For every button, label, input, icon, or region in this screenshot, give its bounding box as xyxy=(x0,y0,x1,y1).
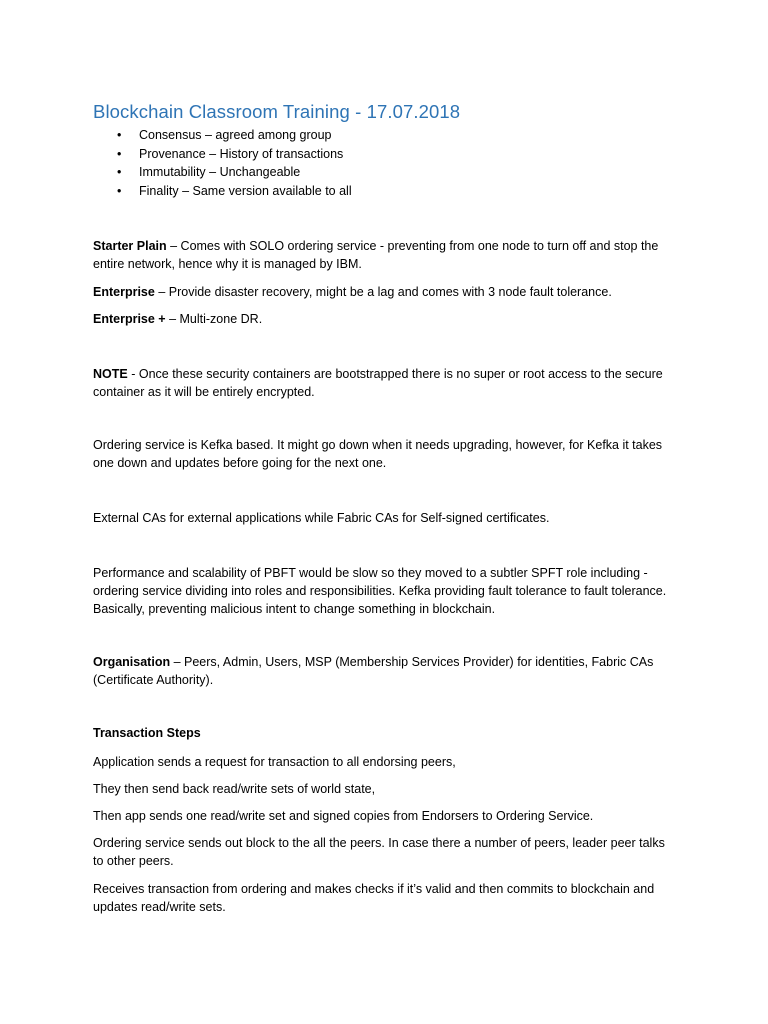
transaction-step: They then send back read/write sets of world state, xyxy=(93,782,376,796)
transaction-steps-heading: Transaction Steps xyxy=(93,726,201,740)
bullet-icon: • xyxy=(117,183,122,198)
enterprise-paragraph: Enterprise – Provide disaster recovery, might be a lag and comes with 3 node fault tolerance. xyxy=(93,285,612,299)
transaction-step: Receives transaction from ordering and makes checks if it’s valid and then commits to blockchain and updates read/write sets. xyxy=(93,882,655,914)
transaction-step: Application sends a request for transaction to all endorsing peers, xyxy=(93,755,456,769)
note-label: NOTE xyxy=(93,367,128,381)
enterprise-plus-label: Enterprise + xyxy=(93,312,166,326)
definitions-list xyxy=(93,126,352,200)
bullet-icon: • xyxy=(117,128,122,142)
list-item: • Provenance – History of transactions xyxy=(93,145,352,164)
starter-plan-paragraph: Starter Plain – Comes with SOLO ordering service - preventing from one node to turn off and stop the entire network, hence why it is managed by IBM. xyxy=(93,239,659,271)
list-item: • Consensus – agreed among group xyxy=(93,126,352,145)
ordering-paragraph: Ordering service is Kefka based. It might go down when it needs upgrading, however, for Kefka it takes one down and updates before going for the next one. xyxy=(93,438,663,470)
list-item: • Immutability – Unchangeable xyxy=(93,163,352,182)
list-item: • Finality – Same version available to all xyxy=(93,182,352,201)
organisation-label: Organisation xyxy=(93,655,171,669)
transaction-step: Ordering service sends out block to the all the peers. In case there a number of peers, leader peer talks to other peers. xyxy=(93,836,665,868)
performance-paragraph: Performance and scalability of PBFT would be slow so they moved to a subtler SPFT role including - ordering service dividing into roles and responsibilities. Kefka providing fault tolerance to fault tolerance. Basically, preventing malicious intent to change something in blockchain. xyxy=(93,566,667,616)
transaction-step: Then app sends one read/write set and signed copies from Endorsers to Ordering Service. xyxy=(93,809,594,823)
bullet-icon: • xyxy=(117,165,122,180)
organisation-paragraph: Organisation – Peers, Admin, Users, MSP (Membership Services Provider) for identities, Fabric CAs (Certificate Authority). xyxy=(93,655,654,687)
document-title: Blockchain Classroom Training - 17.07.2018 xyxy=(93,101,461,122)
bullet-icon: • xyxy=(117,146,122,161)
enterprise-label: Enterprise xyxy=(93,285,155,299)
enterprise-plus-paragraph: Enterprise + – Multi-zone DR. xyxy=(93,312,263,326)
note-paragraph: NOTE - Once these security containers are bootstrapped there is no super or root access to the secure container as it will be entirely encrypted. xyxy=(93,367,663,399)
starter-plan-label: Starter Plain xyxy=(93,239,167,253)
cas-paragraph: External CAs for external applications while Fabric CAs for Self-signed certificates. xyxy=(93,511,550,525)
